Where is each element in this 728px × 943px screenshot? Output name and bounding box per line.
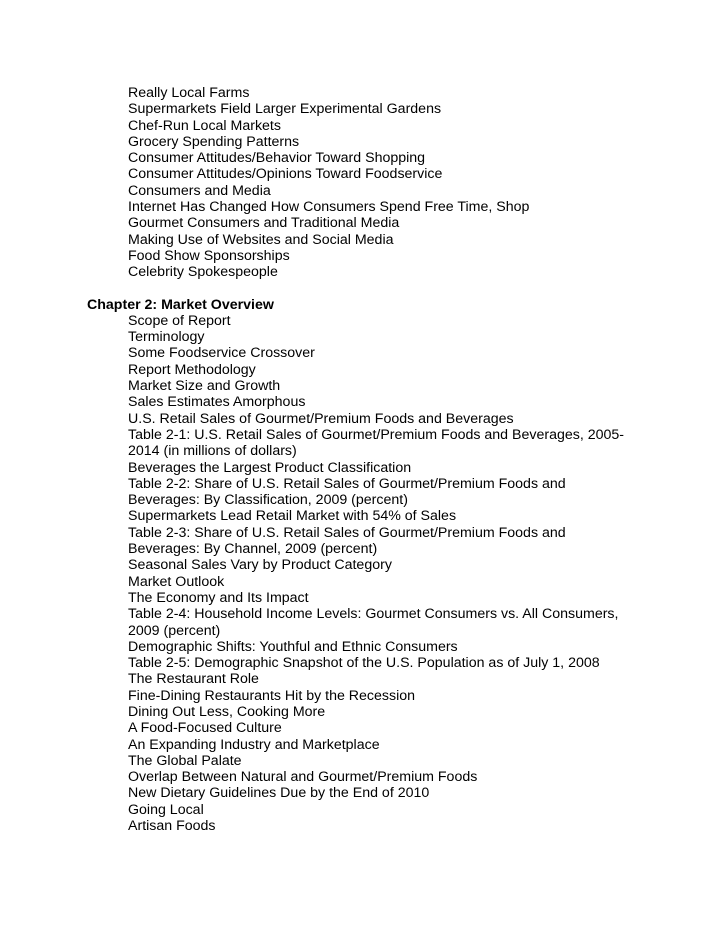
chapter-heading: Chapter 2: Market Overview (87, 296, 274, 313)
toc-item: A Food-Focused Culture (128, 720, 282, 737)
toc-item: The Restaurant Role (128, 671, 259, 688)
toc-item: Sales Estimates Amorphous (128, 394, 306, 411)
toc-item: Dining Out Less, Cooking More (128, 703, 326, 720)
toc-item: Going Local (128, 801, 204, 818)
toc-item: 2009 (percent) (128, 622, 221, 639)
toc-item: Consumer Attitudes/Opinions Toward Foodservice (128, 166, 443, 183)
toc-item: Gourmet Consumers and Traditional Media (128, 215, 400, 232)
toc-item: Table 2-1: U.S. Retail Sales of Gourmet/Premium Foods and Beverages, 2005- (128, 426, 625, 443)
toc-item: Celebrity Spokespeople (128, 264, 278, 281)
toc-item: Grocery Spending Patterns (128, 133, 300, 150)
toc-item: Table 2-4: Household Income Levels: Gourmet Consumers vs. All Consumers, (128, 606, 619, 623)
toc-item: An Expanding Industry and Marketplace (128, 736, 380, 753)
toc-item: Demographic Shifts: Youthful and Ethnic Consumers (128, 638, 458, 655)
toc-item: Overlap Between Natural and Gourmet/Premium Foods (128, 769, 478, 786)
toc-item: Internet Has Changed How Consumers Spend Free Time, Shop (128, 199, 530, 216)
toc-item: Terminology (128, 329, 205, 346)
toc-item: New Dietary Guidelines Due by the End of 2010 (128, 785, 430, 802)
toc-item: Really Local Farms (128, 85, 250, 101)
chapter-2-items (0, 313, 728, 835)
toc-item: Report Methodology (128, 361, 256, 378)
toc-item: Artisan Foods (128, 818, 216, 835)
toc-item: Making Use of Websites and Social Media (128, 231, 394, 248)
toc-item: Scope of Report (128, 312, 231, 329)
toc-item: Supermarkets Lead Retail Market with 54% of Sales (128, 508, 457, 525)
toc-item: Table 2-3: Share of U.S. Retail Sales of Gourmet/Premium Foods and (128, 524, 566, 541)
toc-item: Market Outlook (128, 573, 225, 590)
toc-item: The Economy and Its Impact (128, 589, 309, 606)
toc-item: U.S. Retail Sales of Gourmet/Premium Foods and Beverages (128, 410, 514, 427)
toc-page-body (0, 85, 728, 834)
toc-item: Fine-Dining Restaurants Hit by the Recession (128, 687, 416, 704)
toc-item: Beverages: By Classification, 2009 (percent) (128, 492, 408, 509)
toc-item: 2014 (in millions of dollars) (128, 443, 297, 460)
toc-item: Beverages: By Channel, 2009 (percent) (128, 541, 378, 558)
toc-item: Consumer Attitudes/Behavior Toward Shopping (128, 150, 426, 167)
toc-item: Beverages the Largest Product Classification (128, 459, 412, 476)
toc-item: Chef-Run Local Markets (128, 117, 281, 134)
toc-item: Table 2-2: Share of U.S. Retail Sales of Gourmet/Premium Foods and (128, 475, 566, 492)
toc-item: Table 2-5: Demographic Snapshot of the U.S. Population as of July 1, 2008 (128, 655, 600, 672)
chapter-1-continued-items (0, 85, 728, 281)
toc-item: Seasonal Sales Vary by Product Category (128, 557, 392, 574)
section-spacer (0, 281, 728, 297)
toc-item: Some Foodservice Crossover (128, 345, 315, 362)
toc-item: Consumers and Media (128, 182, 271, 199)
toc-item: Market Size and Growth (128, 378, 281, 395)
toc-item: Food Show Sponsorships (128, 247, 290, 264)
toc-item: The Global Palate (128, 752, 242, 769)
toc-item: Supermarkets Field Larger Experimental Gardens (128, 101, 442, 118)
